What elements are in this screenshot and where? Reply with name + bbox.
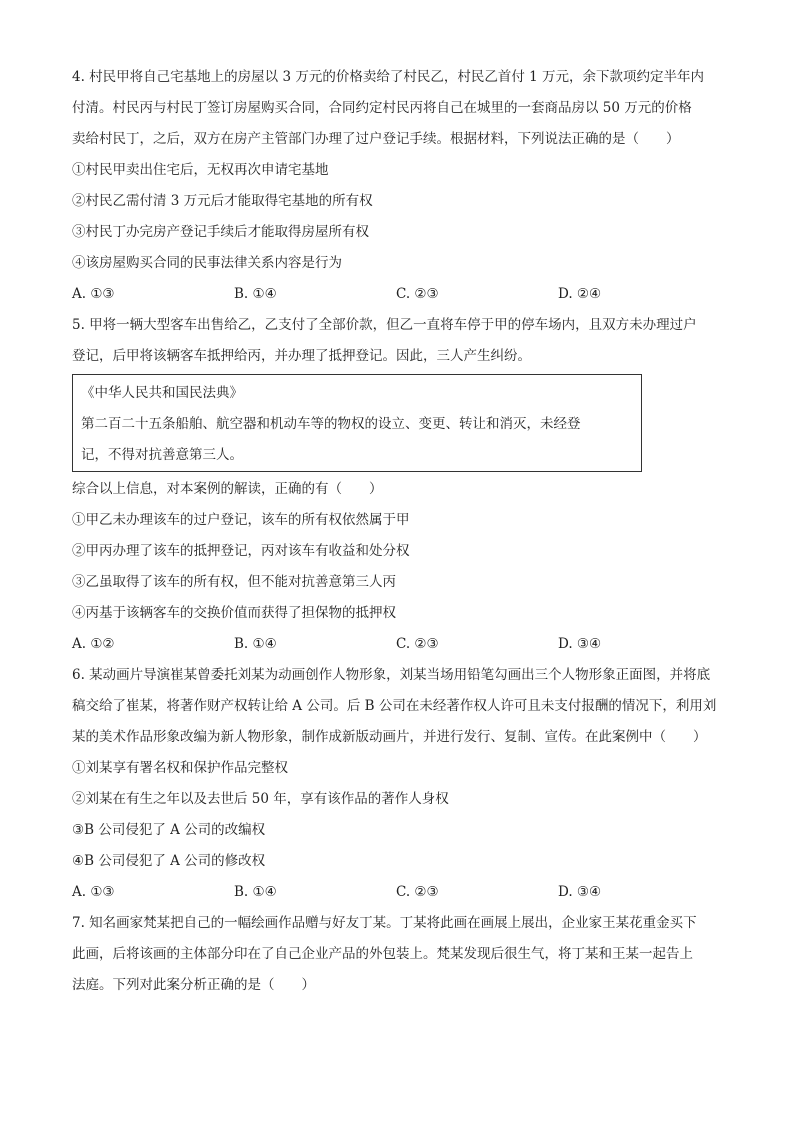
question-stem-line: 7. 知名画家梵某把自己的一幅绘画作品赠与好友丁某。丁某将此画在画展上展出，企业家王某花重金买下 — [72, 915, 697, 931]
question-stem-line: 5. 甲将一辆大型客车出售给乙，乙支付了全部价款，但乙一直将车停于甲的停车场内，且双方未办理过户 — [72, 317, 697, 333]
statement-1: ①村民甲卖出住宅后，无权再次申请宅基地 — [72, 162, 329, 178]
statement-1: ①刘某享有署名权和保护作品完整权 — [72, 760, 288, 776]
question-stem-line: 登记，后甲将该辆客车抵押给丙，并办理了抵押登记。因此，三人产生纠纷。 — [72, 348, 531, 364]
question-6 — [72, 660, 732, 908]
exam-page — [72, 62, 732, 1001]
statement-4: ④丙基于该辆客车的交换价值而获得了担保物的抵押权 — [72, 605, 396, 621]
statement-1: ①甲乙未办理该车的过户登记，该车的所有权依然属于甲 — [72, 512, 410, 528]
question-stem-line: 稿交给了崔某，将著作财产权转让给 A 公司。后 B 公司在未经著作权人许可且未支付报酬的情况下，利用刘 — [72, 698, 717, 714]
option-d: D. ②④ — [558, 286, 602, 302]
law-excerpt-box — [72, 374, 642, 472]
question-stem-line: 卖给村民丁，之后，双方在房产主管部门办理了过户登记手续。根据材料，下列说法正确的是（ ） — [72, 131, 680, 147]
statement-4: ④该房屋购买合同的民事法律关系内容是行为 — [72, 255, 342, 271]
law-text-line: 第二百二十五条船舶、航空器和机动车等的物权的设立、变更、转让和消灭，未经登 — [81, 416, 581, 432]
question-prompt: 综合以上信息，对本案例的解读，正确的有（ ） — [72, 481, 383, 497]
statement-2: ②村民乙需付清 3 万元后才能取得宅基地的所有权 — [72, 193, 373, 209]
question-5 — [72, 310, 732, 660]
question-stem-line: 6. 某动画片导演崔某曾委托刘某为动画创作人物形象，刘某当场用铅笔勾画出三个人物形象正面图，并将底 — [72, 667, 711, 683]
answer-options — [72, 279, 732, 310]
statement-3: ③B 公司侵犯了 A 公司的改编权 — [72, 822, 266, 838]
answer-options — [72, 877, 732, 908]
answer-options — [72, 629, 732, 660]
law-text-line: 记，不得对抗善意第三人。 — [81, 447, 243, 463]
option-d: D. ③④ — [558, 884, 602, 900]
law-title: 《中华人民共和国民法典》 — [81, 385, 243, 401]
statement-3: ③村民丁办完房产登记手续后才能取得房屋所有权 — [72, 224, 369, 240]
statement-2: ②刘某在有生之年以及去世后 50 年，享有该作品的著作人身权 — [72, 791, 449, 807]
statement-3: ③乙虽取得了该车的所有权，但不能对抗善意第三人丙 — [72, 574, 396, 590]
option-c: C. ②③ — [396, 636, 439, 652]
question-stem-line: 付清。村民丙与村民丁签订房屋购买合同，合同约定村民丙将自己在城里的一套商品房以 50 万元的价格 — [72, 100, 692, 116]
question-4 — [72, 62, 732, 310]
option-a: A. ①② — [72, 636, 115, 652]
question-stem-line: 此画，后将该画的主体部分印在了自己企业产品的外包装上。梵某发现后很生气，将丁某和王某一起告上 — [72, 946, 693, 962]
option-c: C. ②③ — [396, 286, 439, 302]
option-b: B. ①④ — [234, 636, 277, 652]
question-stem-line: 法庭。下列对此案分析正确的是（ ） — [72, 977, 315, 993]
option-b: B. ①④ — [234, 286, 277, 302]
statement-2: ②甲丙办理了该车的抵押登记，丙对该车有收益和处分权 — [72, 543, 410, 559]
option-b: B. ①④ — [234, 884, 277, 900]
statement-4: ④B 公司侵犯了 A 公司的修改权 — [72, 853, 266, 869]
question-stem-line: 某的美术作品形象改编为新人物形象，制作成新版动画片，并进行发行、复制、宣传。在此案例中（ ） — [72, 729, 707, 745]
question-stem-line: 4. 村民甲将自己宅基地上的房屋以 3 万元的价格卖给了村民乙，村民乙首付 1 万元，余下款项约定半年内 — [72, 69, 705, 85]
option-a: A. ①③ — [72, 286, 115, 302]
question-7 — [72, 908, 732, 1001]
option-c: C. ②③ — [396, 884, 439, 900]
option-a: A. ①③ — [72, 884, 115, 900]
option-d: D. ③④ — [558, 636, 602, 652]
